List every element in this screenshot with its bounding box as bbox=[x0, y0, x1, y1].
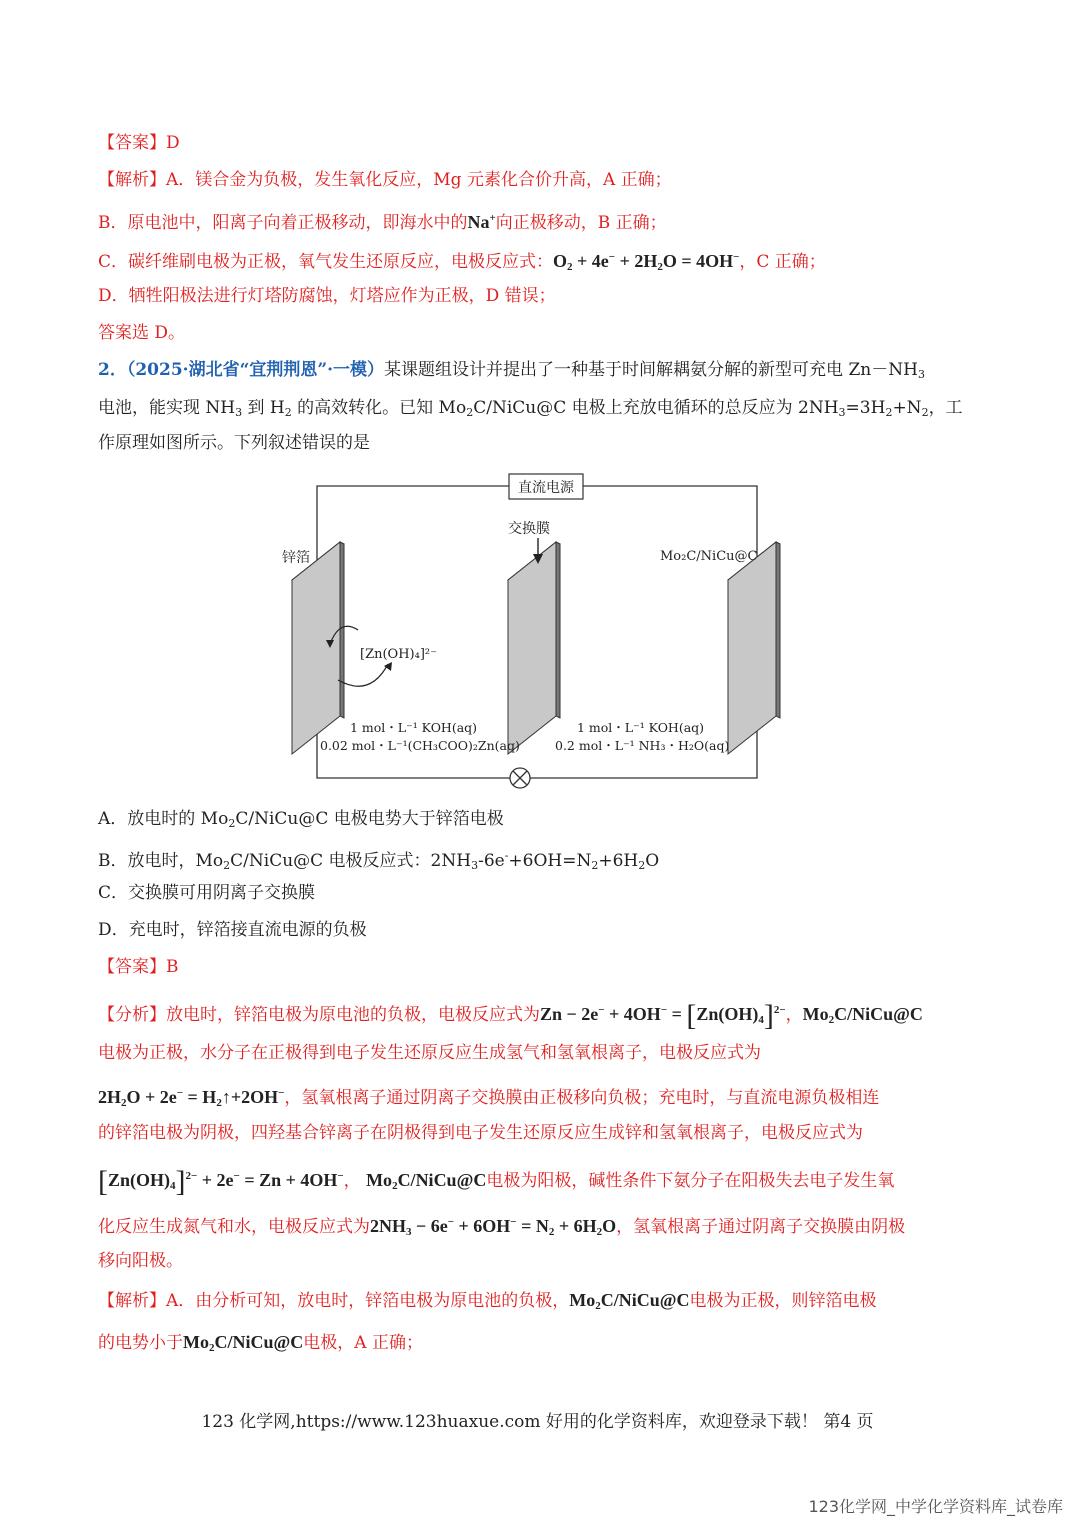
right-solution-2: 0.2 mol・L⁻¹ NH₃・H₂O(aq) bbox=[555, 738, 730, 753]
option-d: D．充电时，锌箔接直流电源的负极 bbox=[98, 920, 367, 940]
right-solution-1: 1 mol・L⁻¹ KOH(aq) bbox=[577, 720, 705, 735]
electrochemical-cell-diagram bbox=[270, 472, 790, 797]
ammonia-oxidation-equation: $2NH_3 - 6e^- + 6OH^- = N_2 + 6H_2O$ bbox=[370, 1216, 617, 1238]
q2-fenxi-line-5: $[Zn(OH)_4]^{2-} + 2e^- = Zn + 4OH^-$， $Mo_2C/NiCu@C$电极为阳极，碱性条件下氨分子在阳极失去电子发生氧 bbox=[98, 1165, 895, 1198]
q2-answer-line: 【答案】B bbox=[98, 957, 179, 977]
q2-fenxi-line-6: 化反应生成氮气和水，电极反应式为$2NH_3 - 6e^- + 6OH^- = N_2 + 6H_2O$，氢氧根离子通过阴离子交换膜由阴极 bbox=[98, 1216, 906, 1238]
zinc-foil-label: 锌箔 bbox=[282, 550, 310, 566]
q1-conclusion: 答案选 D。 bbox=[98, 323, 186, 343]
cycle-arrow-bottom bbox=[338, 664, 388, 686]
oxygen-reduction-equation: $O_2 + 4e^- + 2H_2O = 4OH^-$ bbox=[553, 251, 740, 273]
q2-fenxi-line-7: 移向阳极。 bbox=[98, 1251, 183, 1271]
q2-fenxi-line-3: $2H_2O + 2e^-$ = $H_2↑+2OH^-$，氢氧根离子通过阴离子交换膜由正极移向负极；充电时，与直流电源负极相连 bbox=[98, 1087, 880, 1109]
page-footer: 123 化学网,https://www.123huaxue.com 好用的化学资料库，欢迎登录下载！ 第4 页 bbox=[201, 1412, 874, 1432]
membrane-label: 交换膜 bbox=[508, 521, 550, 537]
q1-analysis-d: D．牺牲阳极法进行灯塔防腐蚀，灯塔应作为正极，D 错误； bbox=[98, 286, 556, 306]
q1-analysis-b: B．原电池中，阳离子向着正极移动，即海水中的Na+向正极移动，B 正确； bbox=[98, 212, 667, 233]
q2-stem-line-2: 电池，能实现 $NH_3$ 到 $H_2$ 的高效转化。已知 $Mo_2C/NiCu@C$ 电极上充放电循环的总反应为 $2NH_3=3H_2+N_2$，工 bbox=[98, 398, 963, 419]
option-c: C．交换膜可用阴离子交换膜 bbox=[98, 883, 316, 903]
left-solution-1: 1 mol・L⁻¹ KOH(aq) bbox=[350, 720, 478, 735]
zincate-reduction-equation: $[Zn(OH)_4]^{2-} + 2e^- = Zn + 4OH^-$ bbox=[98, 1165, 344, 1198]
power-source-label: 直流电源 bbox=[518, 480, 574, 496]
q2-fenxi-line-1: 【分析】放电时，锌箔电极为原电池的负极，电极反应式为$Zn - 2e^- + 4OH^- = [Zn(OH)_4]^{2-}$，$Mo_2C/NiCu@C$ bbox=[98, 999, 923, 1032]
q1-answer-line: 【答案】D bbox=[98, 133, 180, 153]
option-a: A．放电时的 $Mo_2C/NiCu@C$ 电极电势大于锌箔电极 bbox=[98, 809, 504, 830]
q2-fenxi-line-4: 的锌箔电极为阴极，四羟基合锌离子在阴极得到电子发生还原反应生成锌和氢氧根离子，电极反应式为 bbox=[98, 1123, 863, 1143]
sodium-ion: Na+ bbox=[467, 212, 496, 232]
exchange-membrane bbox=[508, 542, 560, 754]
cathode-label: Mo₂C/NiCu@C bbox=[660, 549, 758, 564]
option-b: B．放电时，$Mo_2C/NiCu@C$ 电极反应式：$2NH_3-6e^-+6OH=N_2+6H_2O$ bbox=[98, 849, 660, 872]
q2-stem-line-1: 2．（2025·湖北省“宜荆荆恩”·一模）某课题组设计并提出了一种基于时间解耦氨分解的新型可充电 $Zn-NH_3$ bbox=[98, 360, 925, 381]
q2-fenxi-line-2: 电极为正极，水分子在正极得到电子发生还原反应生成氢气和氢氧根离子，电极反应式为 bbox=[98, 1043, 761, 1063]
water-reduction-equation: $2H_2O + 2e^-$ = $H_2↑+2OH^-$ bbox=[98, 1087, 285, 1109]
zinc-anode-equation: $Zn - 2e^- + 4OH^- = [Zn(OH)_4]^{2-}$ bbox=[540, 999, 786, 1032]
zinc-foil-electrode bbox=[292, 542, 344, 754]
q2-stem-line-3: 作原理如图所示。下列叙述错误的是 bbox=[98, 433, 370, 453]
q1-analysis-a: 【解析】A．镁合金为负极，发生氧化反应，Mg 元素化合价升高，A 正确； bbox=[98, 170, 672, 190]
lamp-icon bbox=[510, 768, 530, 788]
q1-analysis-c: C．碳纤维刷电极为正极，氧气发生还原反应，电极反应式：$O_2 + 4e^- + 2H_2O = 4OH^-$，C 正确； bbox=[98, 251, 826, 273]
cathode-electrode bbox=[728, 542, 780, 754]
q2-jiexi-line-2: 的电势小于$Mo_2C/NiCu@C$电极，A 正确； bbox=[98, 1332, 423, 1354]
cathode-name: $Mo_2C/NiCu@C$ bbox=[802, 1004, 923, 1026]
left-solution-2: 0.02 mol・L⁻¹(CH₃COO)₂Zn(aq) bbox=[320, 738, 520, 753]
q2-jiexi-line-1: 【解析】A．由分析可知，放电时，锌箔电极为原电池的负极，$Mo_2C/NiCu@C$电极为正极，则锌箔电极 bbox=[98, 1290, 877, 1312]
watermark: 123化学网_中学化学资料库_试卷库 bbox=[808, 1497, 1063, 1516]
zincate-ion-label: [Zn(OH)₄]²⁻ bbox=[360, 647, 437, 662]
